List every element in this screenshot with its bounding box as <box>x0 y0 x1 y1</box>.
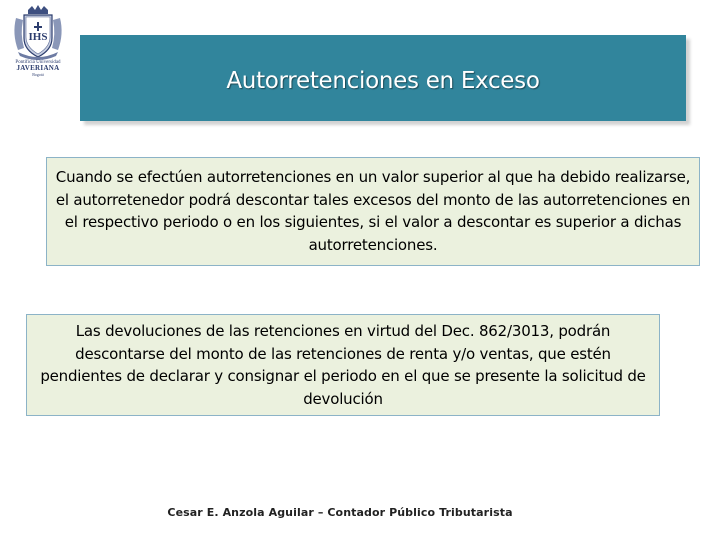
logo-line-3: Bogotá <box>32 71 44 77</box>
logo-text <box>6 60 70 77</box>
text-box-2 <box>26 314 660 416</box>
paragraph-1: Cuando se efectúen autorretenciones en un valor superior al que ha debido realizarse, el autorretenedor podrá descontar tales excesos del monto de las autorretenciones en el respectivo periodo o en los siguientes, si el valor a descontar es superior a dichas autorretenciones. <box>55 168 691 254</box>
logo-line-1: Pontificia Universidad <box>15 60 61 65</box>
svg-text:IHS: IHS <box>28 31 48 43</box>
university-logo <box>6 4 70 76</box>
paragraph-2: Las devoluciones de las retenciones en virtud del Dec. 862/3013, podrán descontarse del monto de las retenciones de renta y/o ventas, que estén pendientes de declarar y consignar el periodo en el que se presente la solicitud de devolución <box>40 322 646 408</box>
title-banner <box>80 35 686 121</box>
logo-line-2: JAVERIANA <box>16 64 60 73</box>
text-box-1 <box>46 157 700 266</box>
crest-icon <box>6 4 70 60</box>
footer-author: Cesar E. Anzola Aguilar – Contador Público Tributarista <box>167 506 513 519</box>
slide-title: Autorretenciones en Exceso <box>226 68 540 94</box>
